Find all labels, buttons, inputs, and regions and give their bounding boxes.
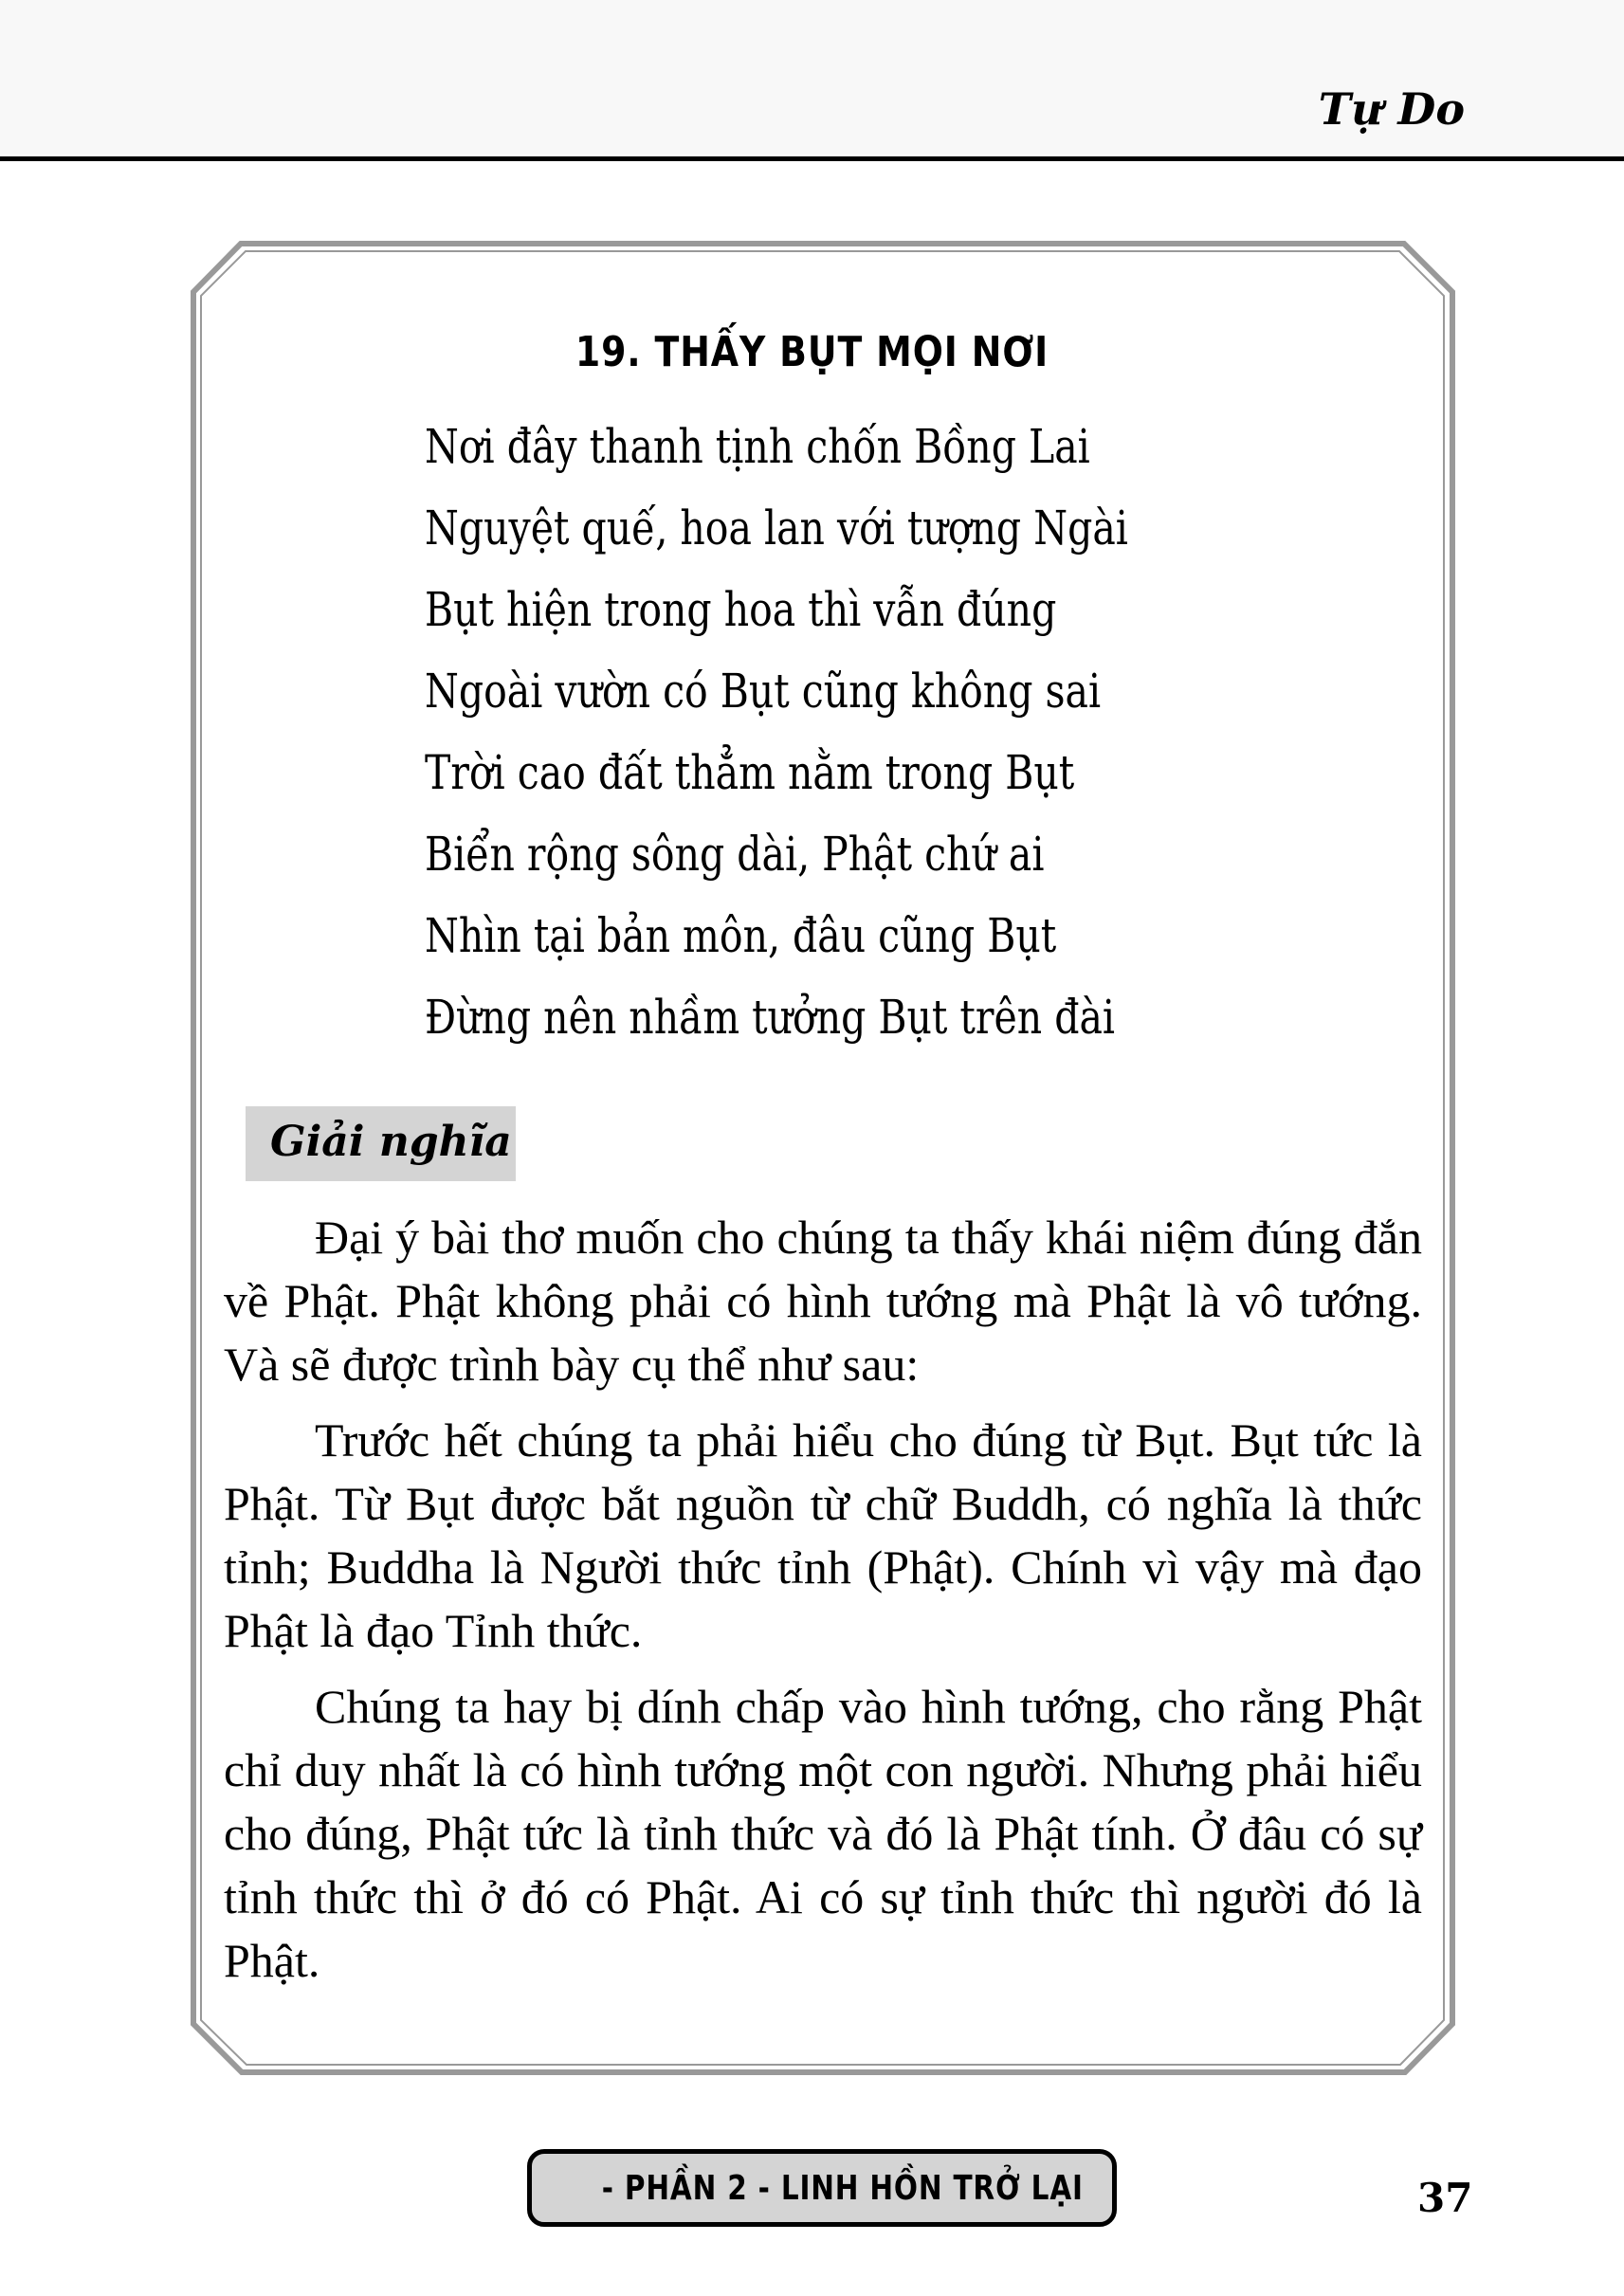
- page-number: 37: [1417, 2175, 1473, 2221]
- explanation-paragraph: Đại ý bài thơ muốn cho chúng ta thấy khái niệm đúng đắn về Phật. Phật không phải có hình tướng mà Phật là vô tướng. Và sẽ được trình bày cụ thể như sau:: [224, 1211, 1422, 1391]
- chapter-badge: [527, 2149, 1117, 2227]
- poem-line: Ngoài vườn có Bụt cũng không sai: [425, 664, 1102, 719]
- poem-line: Đừng nên nhầm tưởng Bụt trên đài: [425, 990, 1116, 1045]
- header-rule: [0, 156, 1624, 161]
- poem-lines: [425, 406, 1128, 1058]
- chapter-label: - PHẦN 2 - LINH HỒN TRỞ LẠI: [601, 2168, 1084, 2208]
- poem-line: Biển rộng sông dài, Phật chứ ai: [425, 827, 1045, 882]
- poem-title: 19. THẤY BỤT MỌI NƠI: [575, 328, 1049, 376]
- poem-line: Nhìn tại bản môn, đâu cũng Bụt: [425, 908, 1057, 963]
- section-label-explanation: [246, 1106, 516, 1181]
- poem-line: Nơi đây thanh tịnh chốn Bồng Lai: [425, 419, 1090, 474]
- explanation-paragraph: Trước hết chúng ta phải hiểu cho đúng từ Bụt. Bụt tức là Phật. Từ Bụt được bắt nguồn từ chữ Buddh, có nghĩa là thức tỉnh; Buddha là Người thức tỉnh (Phật). Chính vì vậy mà đạo Phật là đạo Tỉnh thức.: [224, 1413, 1422, 1657]
- poem-line: Nguyệt quế, hoa lan với tượng Ngài: [425, 501, 1128, 556]
- poem-line: Trời cao đất thẳm nằm trong Bụt: [425, 745, 1075, 800]
- explanation-body: [224, 1206, 1422, 2005]
- section-label-text: Giải nghĩa: [270, 1118, 512, 1166]
- explanation-paragraph: Chúng ta hay bị dính chấp vào hình tướng, cho rằng Phật chỉ duy nhất là có hình tướng một con người. Nhưng phải hiểu cho đúng, Phật tức là tỉnh thức và đó là Phật tính. Ở đâu có sự tỉnh thức thì ở đó có Phật. Ai có sự tỉnh thức thì người đó là Phật.: [224, 1680, 1422, 1987]
- poem-line: Bụt hiện trong hoa thì vẫn đúng: [425, 582, 1057, 637]
- running-title: Tự Do: [1318, 83, 1465, 135]
